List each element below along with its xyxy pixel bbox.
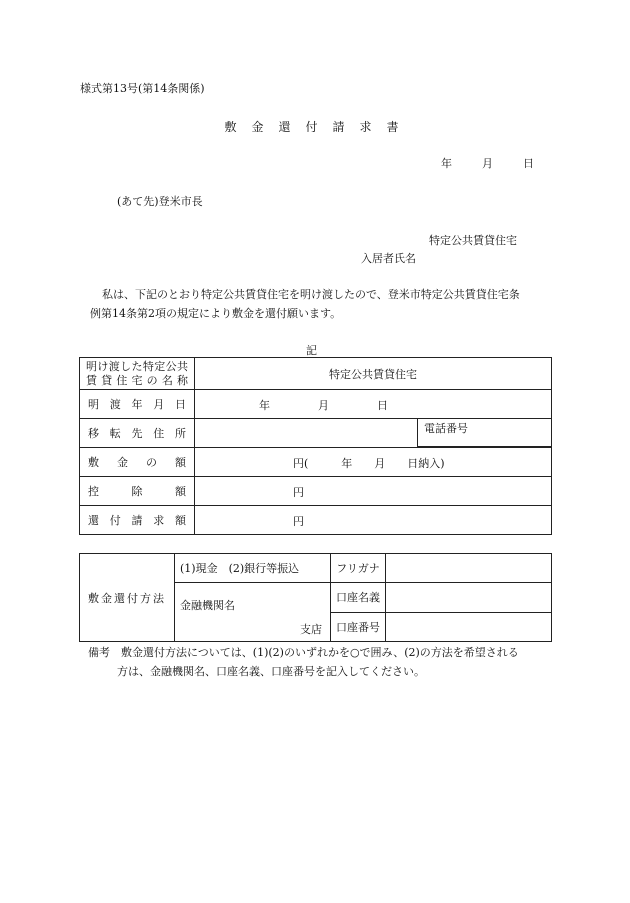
vacate-year-label: 年 bbox=[259, 399, 270, 412]
phone-field[interactable] bbox=[417, 418, 551, 447]
deduction-label: 控除額 bbox=[80, 477, 195, 506]
table-row bbox=[80, 358, 552, 390]
remarks-note bbox=[88, 643, 558, 681]
addressee: (あて先)登米市長 bbox=[117, 195, 203, 208]
deduction-unit: 円 bbox=[293, 486, 304, 499]
furigana-field[interactable] bbox=[386, 554, 552, 583]
remarks-line-1: 備考 敷金還付方法については、(1)(2)のいずれかを○で囲み、(2)の方法を希望される bbox=[88, 646, 519, 659]
phone-label: 電話番号 bbox=[424, 422, 468, 435]
form-id: 様式第13号(第14条関係) bbox=[80, 82, 205, 95]
table-row bbox=[80, 390, 552, 419]
date-line bbox=[441, 155, 534, 171]
housing-name-label bbox=[80, 358, 195, 390]
deposit-field[interactable] bbox=[195, 448, 552, 477]
page-title: 敷金還付請求書 bbox=[224, 120, 414, 134]
deposit-value: 円( 年 月 日納入) bbox=[293, 457, 445, 470]
ki-heading: 記 bbox=[306, 344, 317, 357]
table-row bbox=[80, 506, 552, 535]
vacate-date-field[interactable] bbox=[195, 390, 552, 419]
housing-name-field[interactable]: 特定公共賃貸住宅 bbox=[195, 358, 552, 390]
new-address-field[interactable] bbox=[195, 419, 552, 448]
deduction-field[interactable] bbox=[195, 477, 552, 506]
table-row bbox=[80, 554, 552, 583]
housing-name-label-line-1: 明け渡した特定公共 bbox=[86, 359, 188, 373]
request-text-line-2: 例第14条第2項の規定により敷金を還付願います。 bbox=[90, 307, 342, 320]
bank-name-label: 金融機関名 bbox=[180, 599, 235, 612]
request-text bbox=[90, 285, 565, 323]
date-month-label: 月 bbox=[482, 157, 493, 170]
refund-method-label: 敷金還付方法 bbox=[80, 554, 175, 642]
account-name-label: 口座名義 bbox=[331, 583, 386, 613]
branch-label: 支店 bbox=[300, 623, 322, 636]
refund-label: 還付請求額 bbox=[80, 506, 195, 535]
furigana-label: フリガナ bbox=[331, 554, 386, 583]
account-name-field[interactable] bbox=[386, 583, 552, 613]
date-year-label: 年 bbox=[441, 157, 452, 170]
vacate-month-label: 月 bbox=[318, 399, 329, 412]
vacate-date-label: 明渡年月日 bbox=[80, 390, 195, 419]
refund-unit: 円 bbox=[293, 515, 304, 528]
date-day-label: 日 bbox=[523, 157, 534, 170]
new-address-label: 移転先住所 bbox=[80, 419, 195, 448]
account-number-field[interactable] bbox=[386, 612, 552, 642]
deposit-label: 敷金の額 bbox=[80, 448, 195, 477]
table-row bbox=[80, 477, 552, 506]
resident-name-label: 入居者氏名 bbox=[361, 252, 416, 265]
refund-method-table bbox=[79, 553, 552, 642]
housing-label: 特定公共賃貸住宅 bbox=[429, 234, 517, 247]
vacate-day-label: 日 bbox=[377, 399, 388, 412]
table-row bbox=[80, 448, 552, 477]
account-number-label: 口座番号 bbox=[331, 612, 386, 642]
bank-field[interactable] bbox=[175, 583, 331, 642]
request-text-line-1: 私は、下記のとおり特定公共賃貸住宅を明け渡したので、登米市特定公共賃貸住宅条 bbox=[102, 288, 520, 301]
details-table bbox=[79, 357, 552, 535]
refund-method-options[interactable]: (1)現金 (2)銀行等振込 bbox=[175, 554, 331, 583]
remarks-line-2: 方は、金融機関名、口座名義、口座番号を記入してください。 bbox=[117, 665, 425, 678]
housing-name-label-line-2: 賃貸住宅の名称 bbox=[86, 373, 188, 387]
refund-field[interactable] bbox=[195, 506, 552, 535]
table-row bbox=[80, 419, 552, 448]
